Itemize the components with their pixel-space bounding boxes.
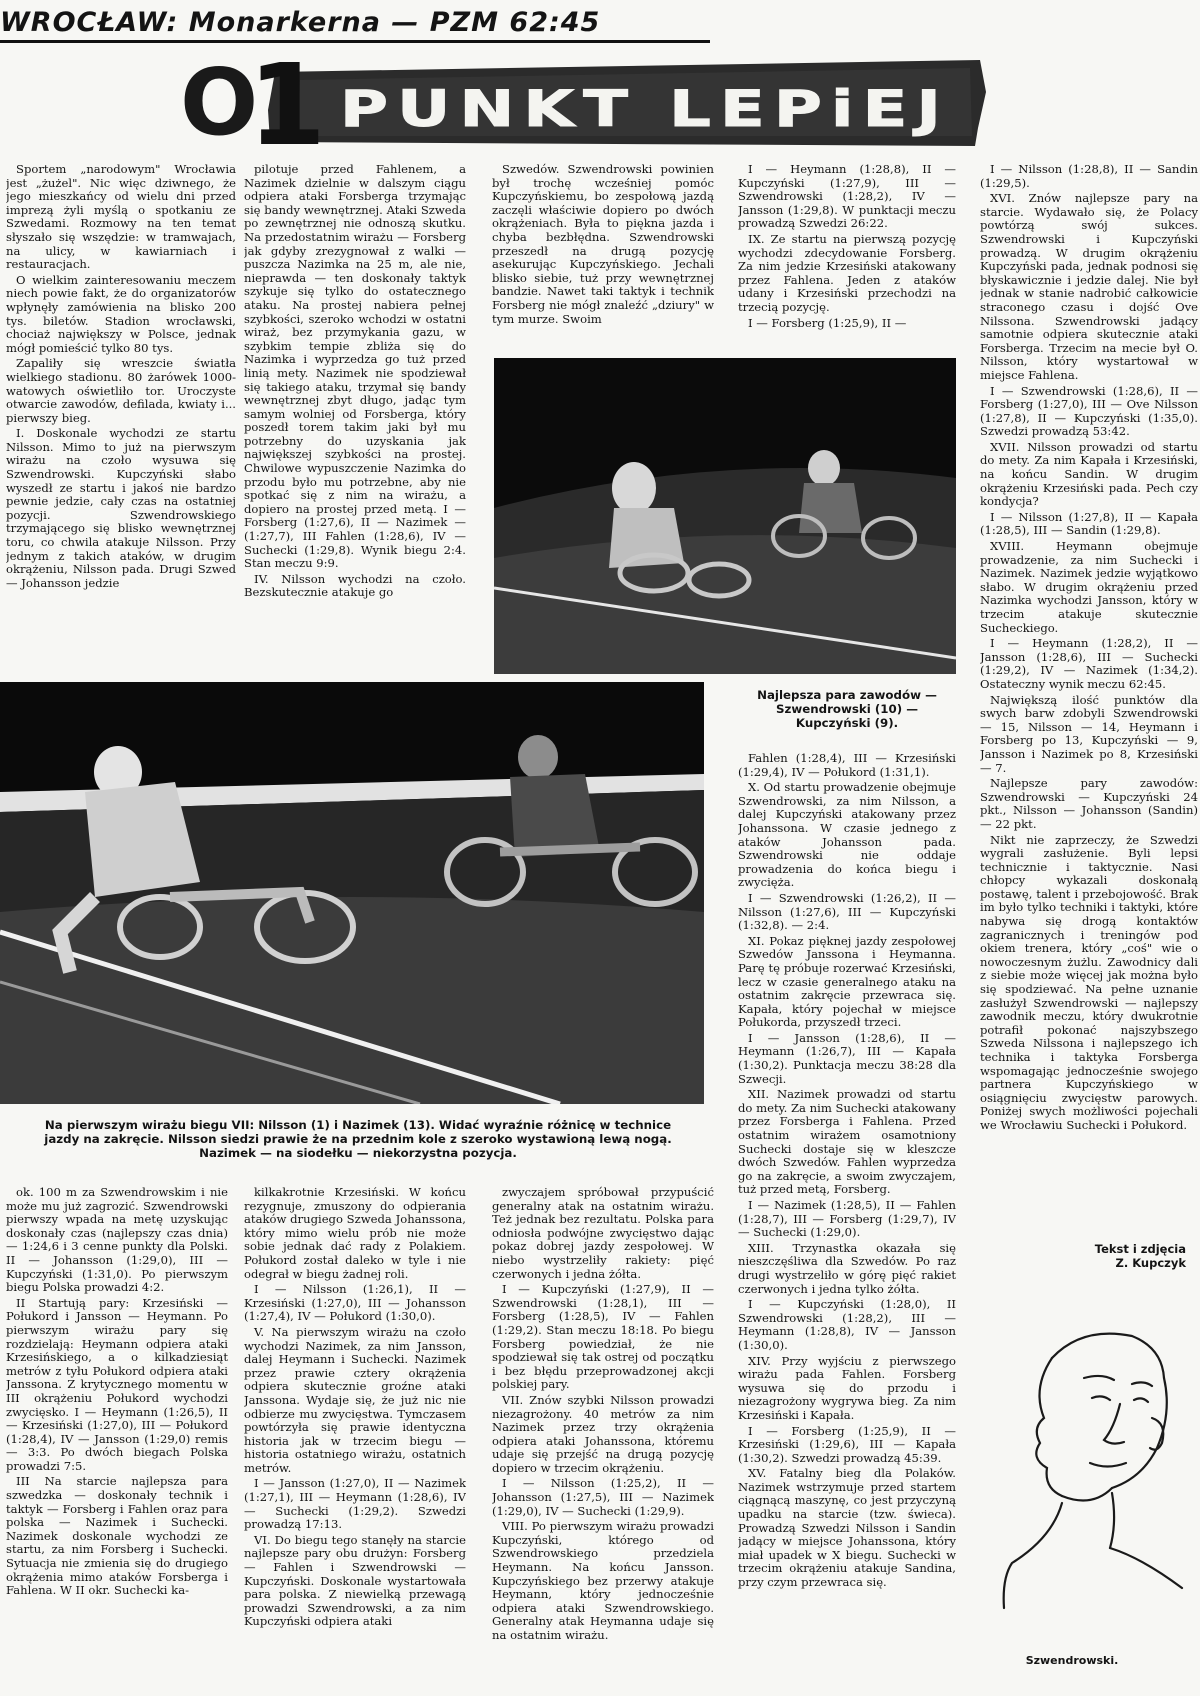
paragraph: XVII. Nilsson prowadzi od startu do mety. Za nim Kapała i Krzesiński, na końcu Sandin. W drugim okrążeniu Krzesiński pada. Pech czy kondycja?	[980, 439, 1198, 509]
paragraph: Fahlen (1:28,4), III — Krzesiński (1:29,4), IV — Połukord (1:31,1).	[738, 752, 956, 779]
paragraph: zwyczajem spróbował przypuścić generalny atak na ostatnim wirażu. Też jednak bez rezultatu. Polska para odniosła podwójne zwycięstwo dając pokaz dobrej jazdy zespołowej. W niebo wystrzeliły rakiety: pięć czerwonych i jedna żółta.	[492, 1186, 714, 1281]
paragraph: I — Szwendrowski (1:28,6), II — Forsberg (1:27,0), III — Ove Nilsson (1:27,8), II — Kupczyński (1:35,0). Szwedzi prowadzą 53:42.	[980, 383, 1198, 439]
paragraph: Najlepsze pary zawodów: Szwendrowski — Kupczyński 24 pkt., Nilsson — Johansson (Sandin) — 22 pkt.	[980, 776, 1198, 831]
paragraph: I — Nilsson (1:26,1), II — Krzesiński (1:27,0), III — Johansson (1:27,4), IV — Połukord (1:30,0).	[244, 1282, 466, 1324]
paragraph: I — Kupczyński (1:27,9), II — Szwendrowski (1:28,1), III — Forsberg (1:28,5), IV — Fahlen (1:29,2). Stan meczu 18:18. Po biegu Forsberg powiedział, że nie spodziewał się tak ostrej od początku i bez błędu przeprowadzonej akcji polskiej pary.	[492, 1282, 714, 1392]
paragraph: XIV. Przy wyjściu z pierwszego wirażu pada Fahlen. Forsberg wysuwa się do przodu i niezagrożony wygrywa bieg. Za nim Krzesiński i Kapała.	[738, 1353, 956, 1422]
headline-one: 1	[248, 50, 326, 150]
paragraph: O wielkim zainteresowaniu meczem niech powie fakt, że do organizatorów wpłynęły zamówienia na blisko 200 tys. biletów. Stadion wrocławski, chociaż największy w Polsce, jednak mógł pomieścić tylko 80 tys.	[6, 272, 236, 355]
bottom-column-1	[6, 1186, 228, 1692]
caption-photo-best-pair: Najlepsza para zawodów — Szwendrowski (10) — Kupczyński (9).	[757, 688, 937, 730]
bottom-column-3	[492, 1186, 714, 1692]
paragraph: ok. 100 m za Szwendrowskim i nie może mu już zagrozić. Szwendrowski pierwszy wpada na metę uzyskując doskonały czas (najlepszy czas dnia) — 1:24,6 i 3 cenne punkty dla Polski. II — Johansson (1:29,0), III — Kupczyński (1:31,0). Po pierwszym biegu Polska prowadzi 4:2.	[6, 1186, 228, 1295]
paragraph: I — Nilsson (1:28,8), II — Sandin (1:29,5).	[980, 163, 1198, 190]
photo-race-vii	[0, 682, 704, 1104]
paragraph: I — Forsberg (1:25,9), II — Krzesiński (1:29,6), III — Kapała (1:30,2). Szwedzi prowadzą 45:39.	[738, 1423, 956, 1465]
paragraph: I — Forsberg (1:25,9), II —	[748, 315, 907, 330]
caption-photo-race-vii: Na pierwszym wirażu biegu VII: Nilsson (1) i Nazimek (13). Widać wyraźnie różnicę w technice jazdy na zakręcie. Nilsson siedzi prawie że na przednim kole z szeroko wystawioną lewą nogą. Nazimek — na siodełku — niekorzystna pozycja.	[44, 1118, 672, 1160]
headline-o: O	[180, 50, 259, 150]
paragraph: VIII. Po pierwszym wirażu prowadzi Kupczyński, którego od Szwendrowskiego przedziela Heymann. Na końcu Jansson. Kupczyńskiego bez przerwy atakuje Heymann, który jednocześnie odpiera ataki Szwendrowskiego. Generalny atak Heymanna udaje się na ostatnim wirażu.	[492, 1519, 714, 1642]
paragraph: XII. Nazimek prowadzi od startu do mety. Za nim Suchecki atakowany przez Forsberga i Fahlena. Przed ostatnim wirażem osamotniony Suchecki dostaje się w kleszcze dwóch Szwedów. Fahlen wyprzedza go na zakręcie, a swoim zwyczajem, tuż przed metą, Forsberg.	[738, 1087, 956, 1197]
paragraph: I — Heymann (1:28,8), II — Kupczyński (1:27,9), III — Szwendrowski (1:28,2), IV — Jansson (1:29,8). W punktacji meczu prowadzą Szwedzi 26:22.	[738, 163, 956, 231]
paragraph: Największą ilość punktów dla swych barw zdobyli Szwendrowski — 15, Nilsson — 14, Heymann i Forsberg po 13, Kupczyński — 9, Jansson i Nazimek po 8, Krzesiński — 7.	[980, 692, 1198, 775]
paragraph: kilkakrotnie Krzesiński. W końcu rezygnuje, zmuszony do odpierania ataków drugiego Szweda Johanssona, który mimo wielu prób nie może sobie jednak dać rady z Polakiem. Połukord został daleko w tyle i nie odegrał w biegu żadnej roli.	[244, 1186, 466, 1281]
paragraph: IV. Nilsson wychodzi na czoło. Bezskutecznie atakuje go	[244, 571, 466, 600]
paragraph: I — Nazimek (1:28,5), II — Fahlen (1:28,7), III — Forsberg (1:29,7), IV — Suchecki (1:29,0).	[738, 1198, 956, 1240]
paragraph: I — Jansson (1:28,6), II — Heymann (1:26,7), III — Kapała (1:30,2). Punktacja meczu 38:28 dla Szwecji.	[738, 1030, 956, 1086]
column-2	[244, 163, 466, 673]
paragraph: I — Jansson (1:27,0), II — Nazimek (1:27,1), III — Heymann (1:28,6), IV — Suchecki (1:29,2). Szwedzi prowadzą 17:13.	[244, 1476, 466, 1532]
paragraph: II Startują pary: Krzesiński — Połukord i Jansson — Heymann. Po pierwszym wirażu pary się rozdzielają: Heymann odpiera ataki Krzesińskiego, a o kilkadziesiąt metrów z tyłu Połukord odpiera ataki Janssona. Z krytycznego momentu w III okrążeniu Połukord wychodzi zwycięsko. I — Heymann (1:26,5), II — Krzesiński (1:27,0), III — Połukord (1:28,4), IV — Jansson (1:29,0) remis — 3:3. Po dwóch biegach Polska prowadzi 7:5.	[6, 1295, 228, 1473]
paragraph: Zapaliły się wreszcie światła wielkiego stadionu. 80 żarówek 1000-watowych oświetliło tor. Uroczyste otwarcie zawodów, defilada, kwiaty i... pierwszy bieg.	[6, 356, 236, 425]
paragraph: Szwedów. Szwendrowski powinien był trochę wcześniej pomóc Kupczyńskiemu, bo zespołową jazdą zaczęli właściwie dopiero po dwóch okrążeniach. Była to piękna jazda i chyba bezbłędna. Szwendrowski przeszedł na drugą pozycję asekurując Kupczyńskiego. Jechali blisko siebie, tuż przy wewnętrznej bandzie. Nawet taki taktyk i technik Forsberg nie mógł znaleźć „dziury" w tym murze. Swoim	[492, 163, 714, 326]
paragraph: V. Na pierwszym wirażu na czoło wychodzi Nazimek, za nim Jansson, dalej Heymann i Suchecki. Nazimek przez prawie cztery okrążenia odpiera skutecznie groźne ataki Janssona. Wydaje się, że już nic nie odbierze mu zwycięstwa. Tymczasem powtórzyła się prawie identyczna historia jak w trzecim biegu — historia ostatniego wirażu, ostatnich metrów.	[244, 1324, 466, 1475]
paragraph: I — Kupczyński (1:28,0), II Szwendrowski (1:28,2), III — Heymann (1:28,8), IV — Jansson (1:30,0).	[738, 1297, 956, 1352]
column-3-top	[492, 163, 714, 353]
paragraph: XIII. Trzynastka okazała się nieszczęśliwa dla Szwedów. Po raz drugi wystrzeliło w górę pięć rakiet czerwonych i jedna tylko żółta.	[738, 1240, 956, 1296]
paragraph: pilotuje przed Fahlenem, a Nazimek dzielnie w dalszym ciągu odpiera ataki Forsberga trzymając się bandy wewnętrznej. Ataki Szweda po zewnętrznej nie odnoszą skutku. Na przedostatnim wirażu — Forsberg jak gdyby zrezygnował z walki — puszcza Nazimka na 25 m, ale nie, nieprawda — ten doskonały taktyk szykuje się tylko do ostatecznego ataku. Na prostej nabiera pełnej szybkości, szeroko wchodzi w ostatni wiraż, bez przymykania gazu, w szybkim tempie zbliża się do Nazimka i wyprzedza go tuż przed linią mety. Nazimek nie spodziewał się takiego ataku, trzymał się bandy wewnętrznej zbyt długo, jadąc tym samym wolniej od Forsberga, który poszedł torem takim jaki był mu potrzebny do uzyskania jak największej szybkości na prostej. Chwilowe wypuszczenie Nazimka do przodu było mu potrzebne, aby nie spotkać się z nim na wirażu, a dopiero na prostej przed metą. I — Forsberg (1:27,6), II — Nazimek — (1:27,7), III Fahlen (1:28,6), IV — Suchecki (1:29,8). Wynik biegu 2:4. Stan meczu 9:9.	[244, 163, 466, 571]
headline-text: PUNKT LEPiEJ	[340, 80, 950, 138]
author-credit	[1010, 1242, 1186, 1270]
paragraph: I — Szwendrowski (1:26,2), II — Nilsson (1:27,6), III — Kupczyński (1:32,8). — 2:4.	[738, 890, 956, 933]
paragraph: XV. Fatalny bieg dla Polaków. Nazimek wstrzymuje przed startem ciągnącą maszynę, co jest przyczyną upadku na starcie (tzw. świeca). Prowadzą Szwedzi Nilsson i Sandin jadący w miejsce Johanssona, który miał upadek w X biegu. Suchecki w trzecim okrążeniu atakuje Sandina, przy czym przewraca się.	[738, 1466, 956, 1590]
column-4-top	[738, 163, 956, 353]
credit-author: Z. Kupczyk	[1115, 1256, 1186, 1270]
paragraph: IX. Ze startu na pierwszą pozycję wychodzi zdecydowanie Forsberg. Za nim jedzie Krzesiński atakowany przez Fahlena. Jeden z ataków udany i Krzesiński przechodzi na trzecią pozycję.	[738, 231, 956, 314]
portrait-sketch	[992, 1318, 1192, 1610]
paragraph: XVIII. Heymann obejmuje prowadzenie, za nim Suchecki i Nazimek. Nazimek jedzie wyjątkowo słabo. W drugim okrążeniu przed Nazimka wychodzi Jansson, który w trzecim atakuje skutecznie Sucheckiego.	[980, 539, 1198, 635]
photo-best-pair	[494, 358, 956, 674]
kicker-headline: WROCŁAW: Monarkerna — PZM 62:45	[0, 6, 710, 43]
paragraph: I — Nilsson (1:27,8), II — Kapała (1:28,5), III — Sandin (1:29,8).	[980, 509, 1198, 538]
column-1	[6, 163, 236, 673]
headline-banner	[180, 50, 990, 150]
paragraph: Sportem „narodowym" Wrocławia jest „żużel". Nic więc dziwnego, że jego mieszkańcy od wielu dni przed imprezą żyli myślą o spotkaniu ze Szwedami. Rozmowy na ten temat słyszało się wszędzie: w tramwajach, na ulicy, w kawiarniach i restauracjach.	[6, 163, 236, 272]
paragraph: I. Doskonale wychodzi ze startu Nilsson. Mimo to już na pierwszym wirażu na czoło wysuwa się Szwendrowski. Kupczyński słabo wyszedł ze startu i jakoś nie bardzo pewnie jedzie, cały czas na ostatniej pozycji. Szwendrowskiego trzymającego się blisko wewnętrznej toru, co chwila atakuje Nilsson. Przy jednym z takich ataków, w drugim okrążeniu, Nilsson pada. Drugi Szwed — Johansson jedzie	[6, 426, 236, 590]
paragraph: Nikt nie zaprzeczy, że Szwedzi wygrali zasłużenie. Byli lepsi technicznie i taktycznie. Nasi chłopcy wykazali doskonałą postawę, talent i przebojowość. Brak im było tylko techniki i taktyki, które nabywa się drogą kontaktów zagranicznych i treningów pod okiem trenera, który „coś" wie o nowoczesnym żużlu. Zawodnicy dali z siebie może więcej jak można było się spodziewać. Na pełne uznanie zasłużył Szwendrowski — najlepszy zawodnik meczu, który dwukrotnie potrafił pokonać najszybszego Szweda Nilssona i najlepszego ich technika i taktyka Forsberga wspomagając jednocześnie swojego partnera Kupczyńskiego w osiągnięciu zwycięstw parowych. Poniżej swych możliwości pojechali we Wrocławiu Suchecki i Połukord.	[980, 832, 1198, 1132]
credit-line: Tekst i zdjęcia	[1094, 1242, 1186, 1256]
column-4-lower	[738, 752, 956, 1692]
paragraph: XI. Pokaz pięknej jazdy zespołowej Szwedów Janssona i Heymanna. Parę tę próbuje rozerwać Krzesiński, lecz w czasie generalnego ataku na ostatnim zakręcie przewraca się. Kapała, który pojechał w miejsce Połukorda, przyszedł trzeci.	[738, 933, 956, 1030]
paragraph: VI. Do biegu tego stanęły na starcie najlepsze pary obu drużyn: Forsberg — Fahlen i Szwendrowski — Kupczyński. Doskonale wystartowała para polska. Z niewielką przewagą prowadzi Szwendrowski, a za nim Kupczyński odpiera ataki	[244, 1532, 466, 1629]
portrait-sketch-label: Szwendrowski.	[1025, 1654, 1119, 1667]
paragraph: XVI. Znów najlepsze pary na starcie. Wydawało się, że Polacy powtórzą swój sukces. Szwendrowski i Kupczyński prowadzą. W drugim okrążeniu Kupczyński pada, jednak podnosi się błyskawicznie i jedzie dalej. Nie był jednak w stanie nadrobić całkowicie straconego czasu i dojść Ove Nilssona. Szwendrowski jadący samotnie odpiera skutecznie ataki Forsberga. Trzecim na mecie był O. Nilsson, który wystartował w miejsce Fahlena.	[980, 191, 1198, 382]
paragraph: III Na starcie najlepsza para szwedzka — doskonały technik i taktyk — Forsberg i Fahlen oraz para polska — Nazimek i Suchecki. Nazimek doskonale wychodzi ze startu, za nim Forsberg i Suchecki. Sytuacja nie zmienia się do drugiego okrążenia mimo ataków Forsberga i Fahlena. W II okr. Suchecki ka-	[6, 1474, 228, 1598]
paragraph: I — Heymann (1:28,2), II — Jansson (1:28,6), III — Suchecki (1:29,2), IV — Nazimek (1:34,2). Ostateczny wynik meczu 62:45.	[980, 636, 1198, 691]
paragraph: X. Od startu prowadzenie obejmuje Szwendrowski, za nim Nilsson, a dalej Kupczyński atakowany przez Johanssona. W czasie jednego z ataków Johansson pada. Szwendrowski nie oddaje prowadzenia do końca biegu i zwycięża.	[738, 780, 956, 890]
column-5	[980, 163, 1198, 1233]
paragraph: VII. Znów szybki Nilsson prowadzi niezagrożony. 40 metrów za nim Nazimek przez trzy okrążenia odpiera ataki Johanssona, któremu udaje się przejść na drugą pozycję dopiero w trzecim okrążeniu.	[492, 1392, 714, 1475]
paragraph: I — Nilsson (1:25,2), II — Johansson (1:27,5), III — Nazimek (1:29,0), IV — Suchecki (1:29,9).	[492, 1476, 714, 1518]
bottom-column-2	[244, 1186, 466, 1692]
